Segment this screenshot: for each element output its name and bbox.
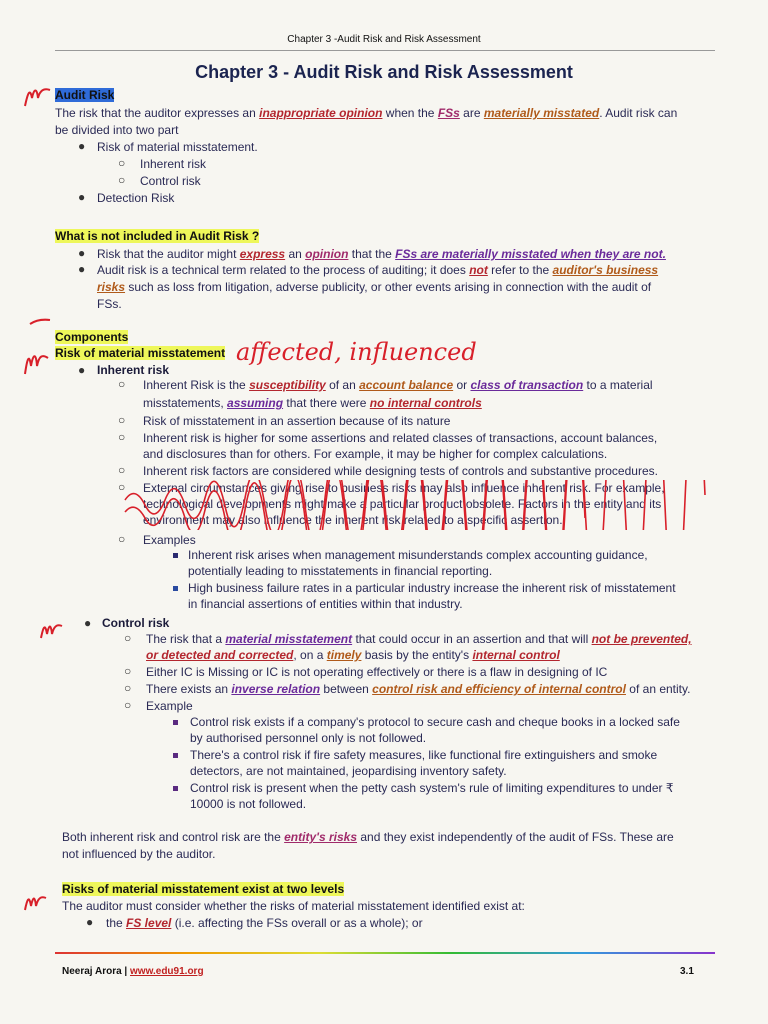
running-header: Chapter 3 -Audit Risk and Risk Assessment [287,34,481,45]
examples-label: Examples [143,533,196,547]
list-item: There exists an inverse relation between control risk and efficiency of internal control of an entity. [146,682,691,696]
list-item-cont: environment may also influence the inherent risk related to a specific assertion. [143,513,563,527]
list-item: Control risk [140,174,201,188]
handwritten-note: affected, influenced [236,338,477,366]
control-risk-label: Control risk [102,616,170,630]
list-item: Risk of misstatement in an assertion because of its nature [143,414,451,428]
pen-mark-m-icon [38,618,68,642]
list-item: Control risk is present when the petty cash system's rule of limiting expenditures to under ₹ [190,781,674,795]
circle-bullet-icon: ○ [118,430,126,444]
list-item: There's a control risk if fire safety measures, like functional fire extinguishers and smoke [190,748,658,762]
page-number: 3.1 [680,966,694,977]
circle-bullet-icon: ○ [124,664,132,678]
list-item: High business failure rates in a particular industry increase the inherent risk of misstatement [188,581,676,595]
list-item: Inherent risk is higher for some assertions and related classes of transactions, account balances, [143,431,658,445]
pen-mark-m-icon [22,888,52,914]
list-item: Inherent risk [140,157,207,171]
inherent-risk-label: Inherent risk [97,363,170,377]
list-item-cont: or detected and corrected, on a timely basis by the entity's internal control [146,648,560,662]
list-item: Control risk exists if a company's protocol to secure cash and cheque books in a locked safe [190,715,680,729]
example-label: Example [146,699,193,713]
list-item-cont: potentially leading to misstatements in financial reporting. [188,564,493,578]
list-item-cont: misstatements, assuming that there were no internal controls [143,396,482,410]
circle-bullet-icon: ○ [118,532,126,546]
list-item: Either IC is Missing or IC is not operating effectively or there is a flaw in designing of IC [146,665,608,679]
square-bullet-icon [173,553,178,558]
list-item-cont: FSs. [97,297,122,311]
bullet-icon: ● [86,915,94,929]
bullet-icon: ● [84,616,92,630]
circle-bullet-icon: ○ [118,377,126,391]
list-item-cont: and disclosures than for others. For example, it may be higher for complex calculations. [143,447,608,461]
list-item: Inherent Risk is the susceptibility of an account balance or class of transaction to a material [143,378,653,392]
list-item: Risk of material misstatement. [97,140,258,154]
audit-risk-definition-cont: be divided into two part [55,123,179,137]
list-item-cont: risks such as loss from litigation, adverse publicity, or other events arising in connection with the audit of [97,280,652,294]
list-item-cont: in financial assertions of entities within that industry. [188,597,463,611]
list-item: the FS level (i.e. affecting the FSs overall or as a whole); or [106,916,423,930]
square-bullet-icon [173,720,178,725]
list-item-cont: detectors, are not maintained, jeopardising inventory safety. [190,764,507,778]
circle-bullet-icon: ○ [124,631,132,645]
components-heading: Components [55,330,129,344]
two-levels-paragraph: The auditor must consider whether the risks of material misstatement identified exist at: [62,899,525,913]
list-item: Risk that the auditor might express an opinion that the FSs are materially misstated when they are not. [97,247,666,261]
circle-bullet-icon: ○ [124,698,132,712]
pen-mark-m-icon [22,84,58,110]
bullet-icon: ● [78,139,86,153]
bullet-icon: ● [78,262,86,276]
pen-mark-m-icon [22,346,58,378]
list-item: Detection Risk [97,191,175,205]
list-item: Audit risk is a technical term related to the process of auditing; it does not refer to the auditor's business [97,263,659,277]
bullet-icon: ● [78,190,86,204]
entity-risks-paragraph-cont: not influenced by the auditor. [62,847,216,861]
bullet-icon: ● [78,246,86,260]
list-item-cont: technological developments might make a particular product obsolete. Factors in the entity and its [143,497,662,511]
list-item-cont: by authorised personnel only is not followed. [190,731,427,745]
circle-bullet-icon: ○ [118,173,126,187]
list-item: Inherent risk factors are considered while designing tests of controls and substantive procedures. [143,464,658,478]
audit-risk-definition: The risk that the auditor expresses an inappropriate opinion when the FSs are materially misstated. Audit risk can [55,106,678,120]
circle-bullet-icon: ○ [124,681,132,695]
footer-link[interactable]: www.edu91.org [130,966,204,977]
pen-tick-icon [28,316,54,328]
footer-credit: Neeraj Arora | www.edu91.org [62,966,204,977]
rmm-heading: Risk of material misstatement [55,346,226,360]
list-item: Inherent risk arises when management misunderstands complex accounting guidance, [188,548,648,562]
not-included-heading: What is not included in Audit Risk ? [55,229,260,243]
list-item: The risk that a material misstatement that could occur in an assertion and that will not be prevented, [146,632,692,646]
square-bullet-icon [173,786,178,791]
audit-risk-heading: Audit Risk [55,88,115,102]
two-levels-heading: Risks of material misstatement exist at two levels [62,882,345,896]
circle-bullet-icon: ○ [118,480,126,494]
strikethrough-scribble-icon [120,480,710,530]
page-title: Chapter 3 - Audit Risk and Risk Assessment [195,62,573,82]
footer-rule [55,952,715,954]
entity-risks-paragraph: Both inherent risk and control risk are the entity's risks and they exist independently of the audit of FSs. These are [62,830,674,844]
header-rule [55,50,715,51]
list-item-cont: 10000 is not followed. [190,797,307,811]
square-bullet-icon [173,586,178,591]
list-item: External circumstances giving rise to business risks may also influence inherent risk. For example, [143,481,665,495]
square-bullet-icon [173,753,178,758]
circle-bullet-icon: ○ [118,156,126,170]
bullet-icon: ● [78,363,86,377]
circle-bullet-icon: ○ [118,463,126,477]
circle-bullet-icon: ○ [118,413,126,427]
